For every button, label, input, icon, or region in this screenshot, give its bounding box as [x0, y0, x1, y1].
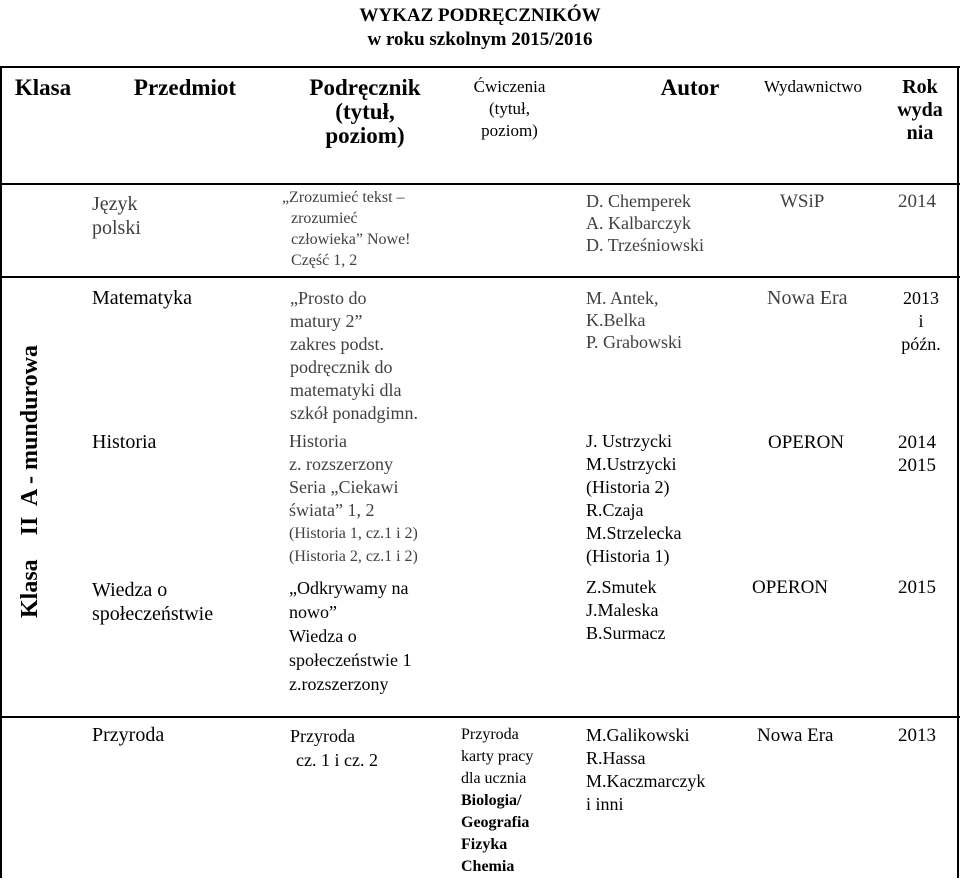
author-line: K.Belka [586, 310, 646, 330]
subject-przyroda: Przyroda [92, 724, 165, 746]
book-matematyka-line: szkół ponadgimn. [290, 403, 418, 423]
author-line: (Historia 2) [586, 477, 670, 497]
exercises-line: Przyroda [461, 726, 519, 743]
subject-polski-line: polski [92, 217, 141, 239]
header-cwiczenia-line: (tytuł, [488, 99, 531, 118]
subject-wos-line: Wiedza o [92, 579, 168, 601]
book-historia-line: Seria „Ciekawi [289, 477, 399, 497]
year-przyroda: 2013 [898, 725, 936, 746]
exercises-subject: Fizyka [461, 836, 508, 853]
author-line: i inni [586, 794, 624, 814]
exercises-przyroda [461, 724, 533, 878]
year-historia [898, 431, 936, 477]
table-border-right [957, 66, 959, 878]
book-historia-line: Historia [289, 431, 347, 451]
publisher-matematyka: Nowa Era [767, 287, 848, 309]
year-line: 2015 [898, 455, 936, 476]
book-polski-line: „Zrozumieć tekst – [281, 189, 405, 206]
header-podrecznik [285, 76, 445, 148]
publisher-wos: OPERON [752, 577, 829, 598]
year-wos: 2015 [898, 577, 936, 598]
header-rok-line: wyda [897, 99, 943, 121]
page-title: WYKAZ PODRĘCZNIKÓW [359, 5, 601, 26]
book-matematyka [276, 287, 418, 425]
book-przyroda [290, 724, 378, 772]
author-line: M.Kaczmarczyk [586, 771, 706, 791]
book-przyroda-line: cz. 1 i cz. 2 [296, 750, 378, 770]
publisher-historia: OPERON [768, 432, 845, 453]
book-historia [289, 430, 418, 568]
author-line: Z.Smutek [586, 577, 657, 597]
author-line: D. Chemperek [586, 191, 691, 211]
publisher-polski: WSiP [780, 191, 825, 212]
book-matematyka-line: zakres podst. [290, 334, 384, 354]
author-line: P. Grabowski [586, 332, 683, 352]
book-polski [276, 187, 411, 271]
page-subtitle: w roku szkolnym 2015/2016 [367, 29, 593, 50]
book-historia-line: świata” 1, 2 [289, 500, 375, 520]
book-matematyka-line: matematyki dla [290, 380, 402, 400]
book-wos-line: z.rozszerzony [289, 674, 389, 694]
publisher-przyroda: Nowa Era [757, 725, 834, 746]
author-line: J. Ustrzycki [586, 431, 672, 451]
book-matematyka-line: matury 2” [290, 311, 363, 331]
book-polski-line: Część 1, 2 [291, 252, 358, 269]
header-cwiczenia [452, 76, 567, 142]
book-historia-part: (Historia 2, cz.1 i 2) [289, 548, 418, 565]
subject-polski-line: Język [92, 193, 138, 215]
header-podrecznik-line: poziom) [325, 123, 405, 148]
author-line: A. Kalbarczyk [586, 213, 691, 233]
book-historia-part: (Historia 1, cz.1 i 2) [289, 525, 418, 542]
row-separator [0, 276, 960, 278]
header-autor: Autor [660, 75, 720, 100]
year-line: i [918, 311, 924, 331]
author-line: D. Trześniowski [586, 235, 705, 255]
year-line: 2014 [898, 432, 936, 453]
header-rok-line: Rok [902, 76, 938, 98]
exercises-line: karty pracy [461, 748, 534, 765]
book-matematyka-line: „Prosto do [290, 288, 367, 308]
authors-przyroda [586, 724, 705, 816]
header-separator [0, 183, 960, 185]
year-polski: 2014 [898, 191, 936, 212]
subject-matematyka: Matematyka [92, 287, 192, 309]
section-separator [0, 716, 960, 718]
year-matematyka [888, 287, 954, 356]
header-klasa: Klasa [14, 75, 72, 100]
header-wydawnictwo: Wydawnictwo [763, 77, 863, 96]
author-line: B.Surmacz [586, 623, 666, 643]
authors-polski [586, 190, 704, 256]
header-przedmiot: Przedmiot [133, 75, 237, 100]
author-line: M. Antek, [586, 288, 659, 308]
author-line: J.Maleska [586, 600, 659, 620]
table-border-top [0, 66, 960, 68]
year-line: późn. [901, 334, 941, 354]
book-polski-line: człowieka” Nowe! [291, 231, 411, 248]
subject-wos-line: społeczeństwie [92, 603, 214, 625]
author-line: R.Hassa [586, 748, 646, 768]
author-line: R.Czaja [586, 500, 644, 520]
exercises-line: dla ucznia [461, 770, 527, 787]
authors-matematyka [586, 287, 682, 353]
author-line: M.Galikowski [586, 725, 690, 745]
header-cwiczenia-line: Ćwiczenia [473, 77, 546, 96]
book-wos-line: nowo” [289, 602, 337, 622]
exercises-subject: Geografia [461, 814, 530, 831]
year-line: 2013 [903, 288, 939, 308]
book-przyroda-line: Przyroda [290, 726, 355, 746]
book-wos-line: społeczeństwie 1 [289, 650, 412, 670]
author-line: M.Strzelecka [586, 523, 682, 543]
book-polski-line: zrozumieć [291, 210, 358, 227]
header-rok-line: nia [906, 122, 934, 144]
authors-wos [586, 576, 665, 645]
book-wos [289, 576, 411, 696]
author-line: M.Ustrzycki [586, 454, 677, 474]
exercises-subject: Chemia [461, 858, 515, 875]
authors-historia [586, 430, 681, 568]
exercises-subject: Biologia/ [461, 792, 522, 809]
header-podrecznik-line: Podręcznik [309, 75, 421, 100]
subject-wos [92, 578, 213, 626]
author-line: (Historia 1) [586, 546, 670, 566]
table-border-left [0, 66, 2, 878]
subject-polski [92, 192, 141, 240]
book-wos-line: Wiedza o [289, 626, 357, 646]
header-rok [885, 76, 955, 145]
book-wos-line: „Odkrywamy na [289, 578, 409, 598]
subject-historia: Historia [92, 431, 157, 453]
book-matematyka-line: podręcznik do [290, 357, 393, 377]
book-historia-line: z. rozszerzony [289, 454, 393, 474]
header-cwiczenia-line: poziom) [481, 121, 538, 140]
header-podrecznik-line: (tytuł, [335, 99, 395, 124]
class-label: Klasa II A - mundurowa [17, 345, 43, 618]
